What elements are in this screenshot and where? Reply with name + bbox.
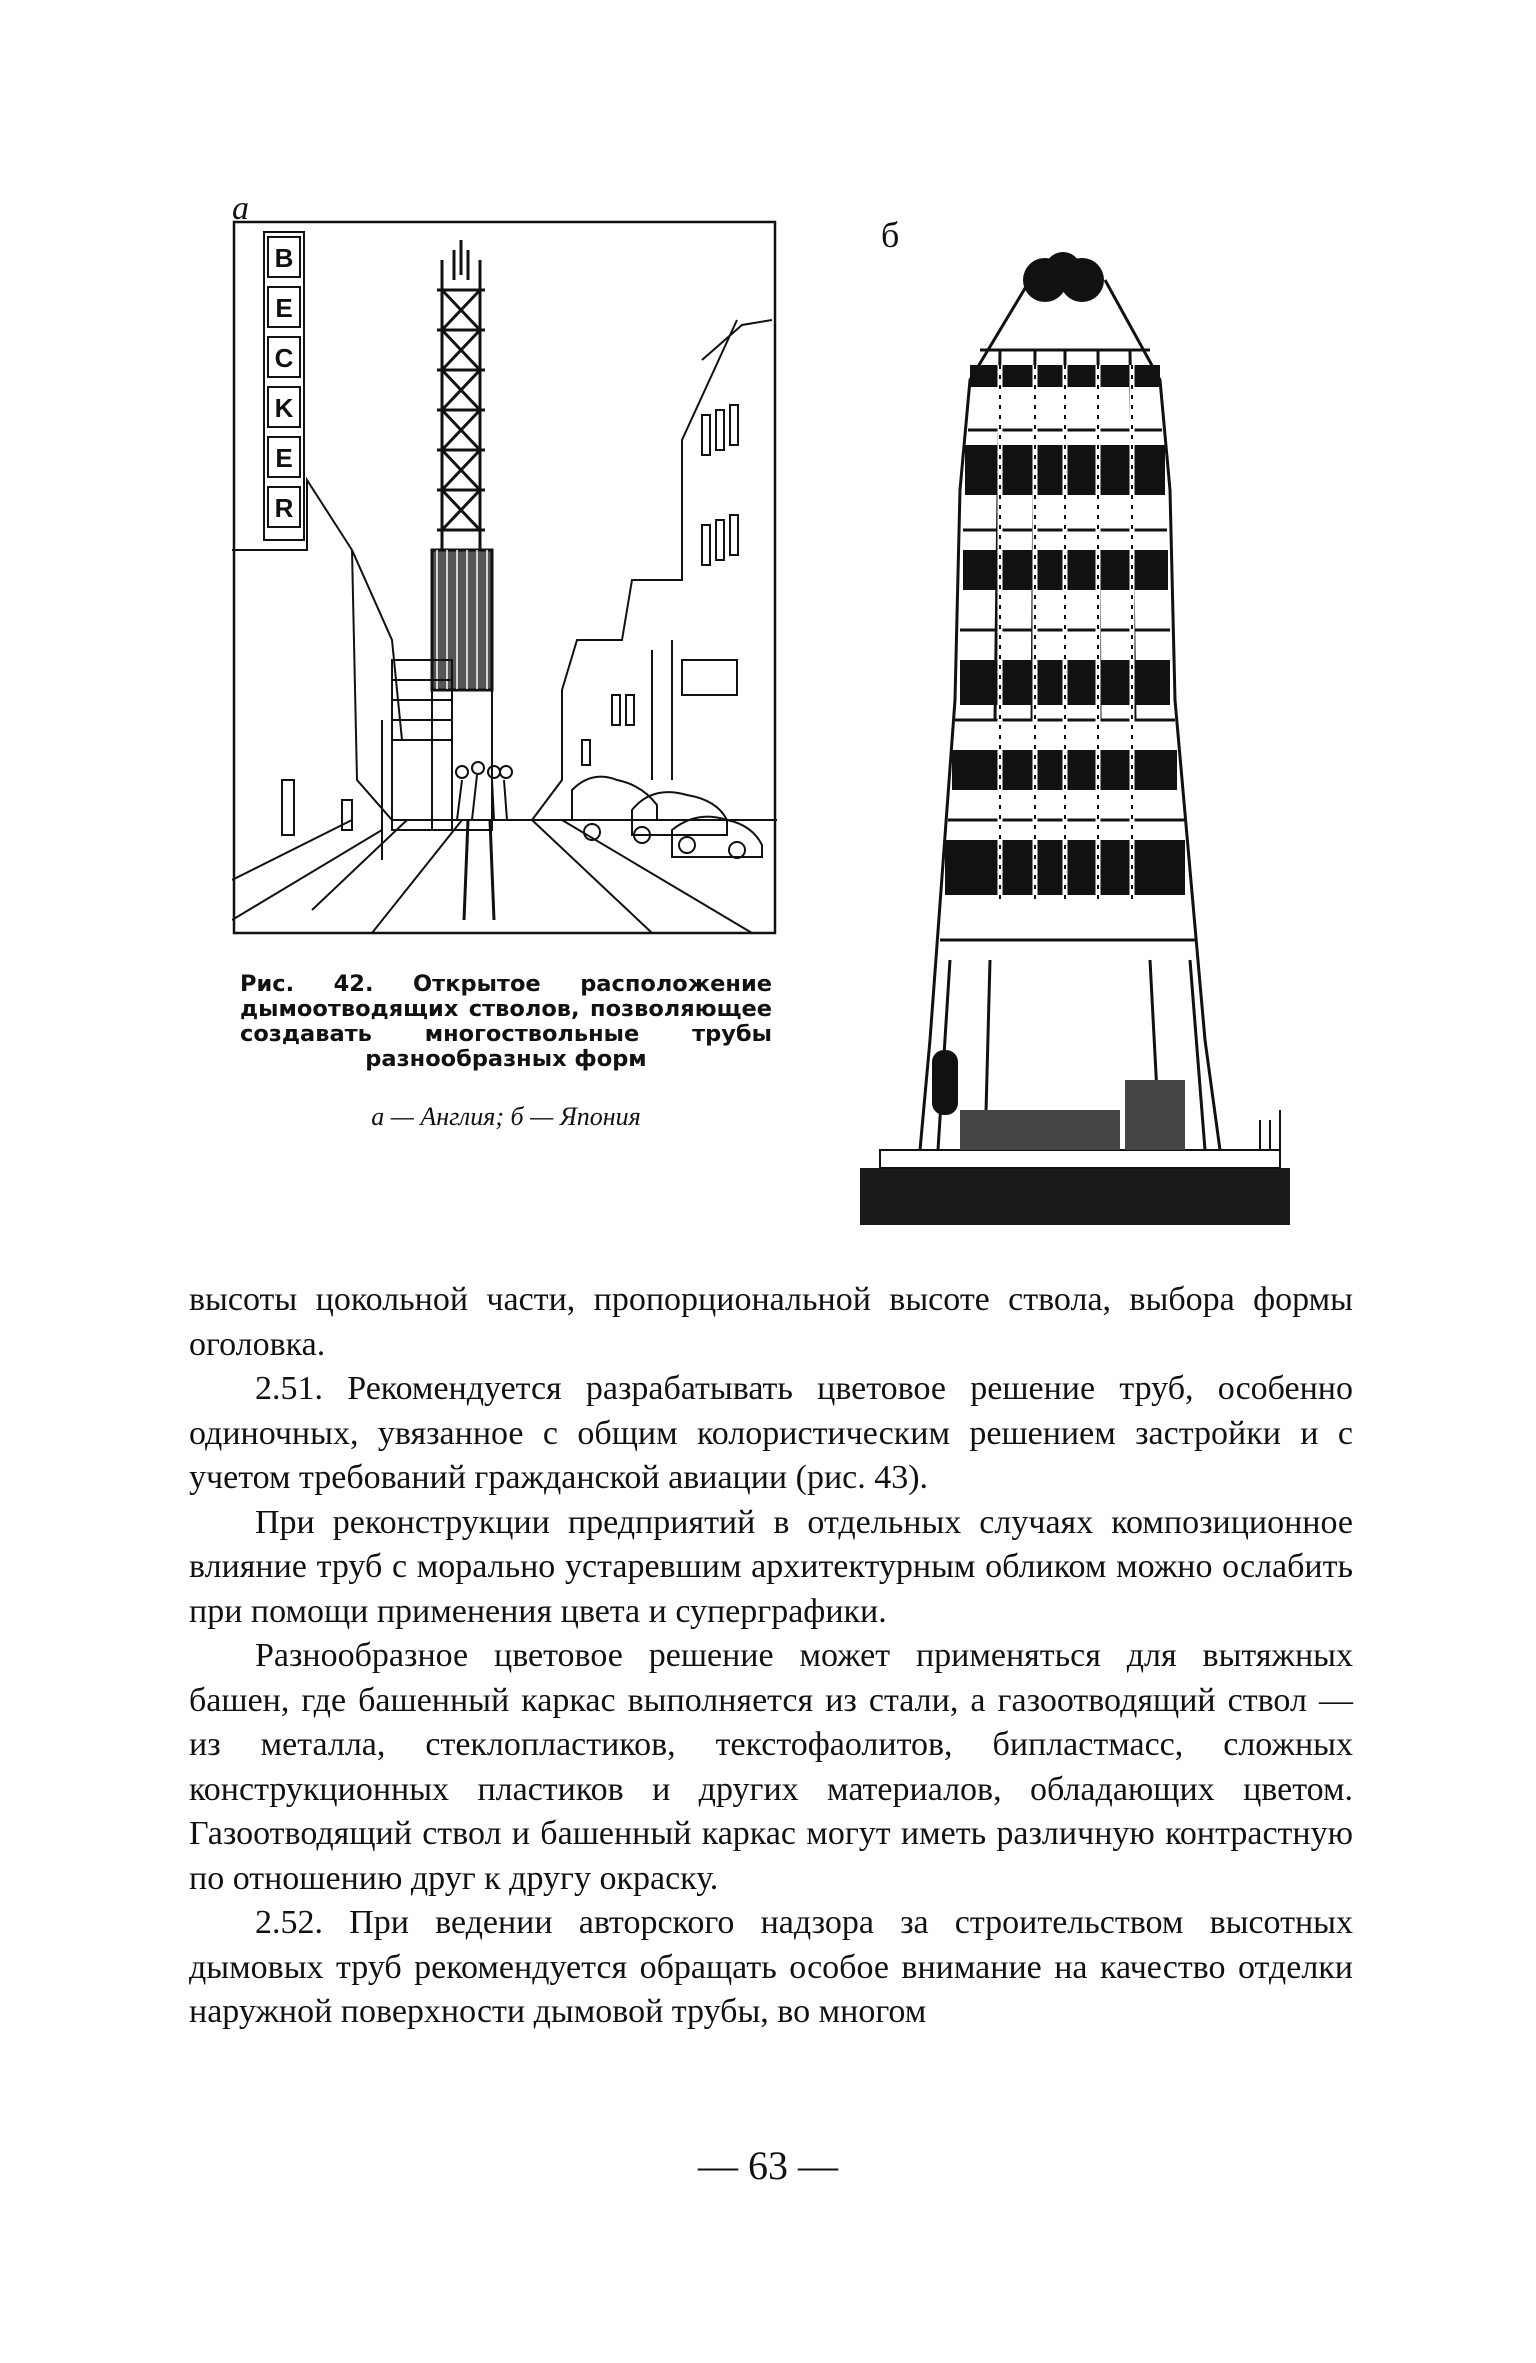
paragraph: высоты цокольной части, пропорциональной высоте ствола, выбора формы оголовка. bbox=[189, 1281, 1353, 1363]
figure-b-label: б bbox=[881, 215, 900, 255]
sign-letter: C bbox=[274, 343, 294, 373]
figure-caption bbox=[240, 972, 772, 1072]
figure-a-label: а bbox=[232, 190, 249, 227]
sign-letter: K bbox=[274, 393, 294, 423]
paragraph: При реконструкции предприятий в отдельных случаях композиционное влияние труб с морально устаревшим архитектурным обликом можно ослабить при помощи применения цвета и суперграфики. bbox=[189, 1503, 1353, 1630]
caption-legend-text: а — Англия; б — Япония bbox=[371, 1102, 641, 1131]
sign-letter: R bbox=[274, 493, 294, 523]
caption-text: Открытое расположение дымоотводящих стволов, позволяющее создавать многоствольные трубы разнообразных форм bbox=[240, 971, 772, 1072]
caption-legend bbox=[240, 1102, 772, 1132]
lattice-chimney bbox=[432, 240, 492, 690]
body-text bbox=[189, 1278, 1353, 2035]
sign-letter: E bbox=[275, 443, 293, 473]
paragraph: 2.52. При ведении авторского надзора за строительством высотных дымовых труб рекомендуется обращать особое внимание на качество отделки наружной поверхности дымовой трубы, во многом bbox=[189, 1904, 1353, 2030]
figure-a-street-illustration bbox=[232, 220, 777, 935]
dark-bands bbox=[932, 365, 1185, 1150]
figure-b-chimney-illustration bbox=[860, 240, 1290, 1225]
banded-chimney bbox=[920, 280, 1220, 1150]
sign-letter: E bbox=[275, 293, 293, 323]
paragraph: 2.51. Рекомендуется разрабатывать цветовое решение труб, особенно одиночных, увязанное с общим колористическим решением застройки и с учетом требований гражданской авиации (рис. 43). bbox=[189, 1370, 1353, 1496]
page-number: — 63 — bbox=[698, 2143, 838, 2188]
caption-number: Рис. 42. bbox=[240, 971, 374, 997]
paragraph: Разнообразное цветовое решение может применяться для вытяжных башен, где башенный каркас выполняется из стали, а газоотводящий ствол — из металла, стеклопластиков, текстофаолитов, бипластмасс, сложных конструкционных пластиков и других материалов, обладающих цветом. Газоотводящий ствол и башенный каркас могут иметь различную контрастную по отношению друг к другу окраску. bbox=[189, 1637, 1353, 1897]
sign-letter: B bbox=[274, 243, 294, 273]
